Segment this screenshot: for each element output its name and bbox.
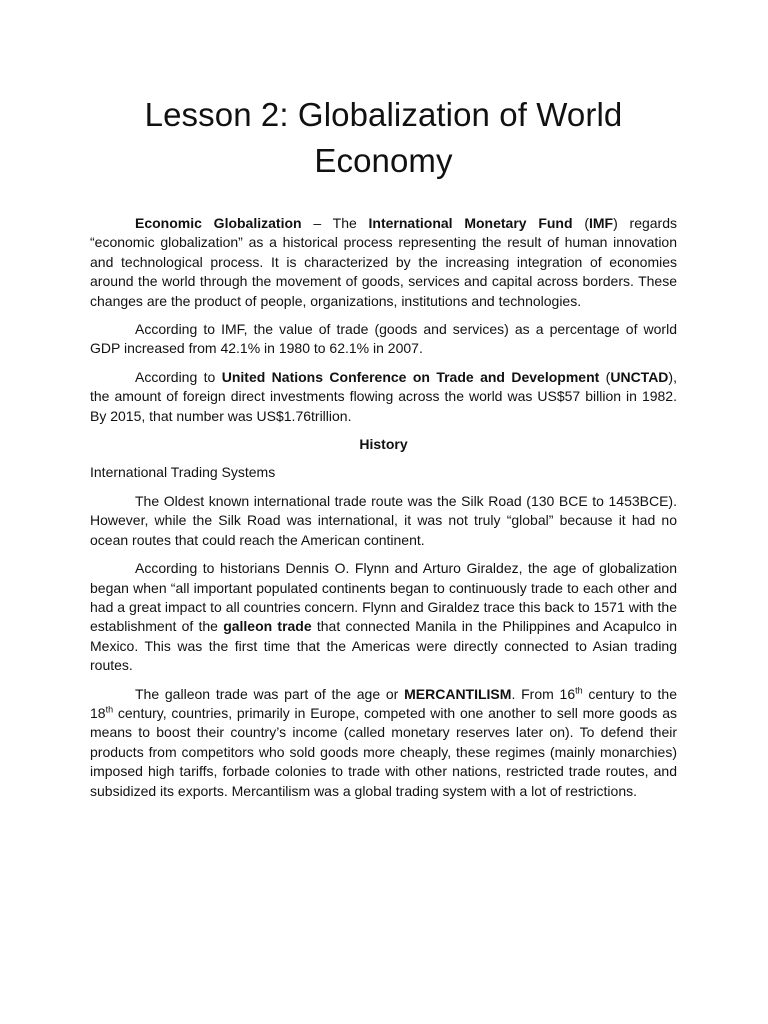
text-segment: that connected Manila in the Philippines and Acapulco in Mexico. This was the first time that the Americas were directly connected to Asian trading routes. [90,618,677,674]
text-segment: ) regards “economic globalization” as a historical process representing the result of human innovation and technological process. It is characterized by the increasing integration of economies around the world through the movement of goods, services and capital across borders. These changes are the product of people, organizations, institutions and technologies. [90,215,677,309]
lesson-title: Lesson 2: Globalization of World Economy [144,96,623,179]
text-segment: . From 16 [511,685,576,702]
text-segment: ( [572,215,589,231]
text-segment: According to [135,368,222,385]
term-economic-globalization: Economic Globalization [135,215,302,231]
text-segment: century to the 18 [90,685,677,721]
text-segment: century, countries, primarily in Europe, competed with one another to sell more goods as means to boost their country’s income (called monetary reserves later on). To defend their products from competitors who sold goods more cheaply, these regimes (mainly monarchies) imposed high tariffs, forbade colonies to trade with other nations, restricted trade routes, and subsidized its exports. Mercantilism was a global trading system with a lot of restrictions. [90,704,677,799]
text-segment: According to historians Dennis O. Flynn and Arturo Giraldez, the age of globalization began when “all important populated continents began to continuously trade to each other and had a great impact to all countries concern. Flynn and Giraldez trace this back to 1571 with the establishment of the [90,560,677,635]
paragraph-imf-trade: According to IMF, the value of trade (goods and services) as a percentage of world GDP increased from 42.1% in 1980 to 62.1% in 2007. [90,321,677,357]
document-page [90,92,677,810]
paragraph-galleon-trade [90,559,677,675]
text-segment: The galleon trade was part of the age or [135,685,405,702]
term-unctad-full: United Nations Conference on Trade and Development [221,368,600,385]
term-unctad: UNCTAD [610,368,669,385]
text-segment: – The [301,215,369,231]
paragraph-silk-road: The Oldest known international trade route was the Silk Road (130 BCE to 1453BCE). However, while the Silk Road was international, it was not truly “global” because it had no ocean routes that could reach the American continent. [90,492,677,548]
text-segment: ), the amount of foreign direct investments flowing across the world was US$57 billion in 1982. By 2015, that number was US$1.76trillion. [90,368,677,424]
history-heading-text: History [359,436,408,453]
superscript-th: th [575,684,583,695]
paragraph-mercantilism [90,685,677,801]
paragraph-unctad [90,368,677,426]
subheading-trading-systems: International Trading Systems [90,464,276,481]
superscript-th: th [105,704,114,715]
term-galleon-trade: galleon trade [223,618,312,635]
term-imf-full: International Monetary Fund [368,215,573,231]
term-mercantilism: MERCANTILISM [404,685,512,702]
section-heading-history [90,435,677,454]
paragraph-economic-globalization [90,214,677,311]
text-segment: ( [599,368,611,385]
term-imf: IMF [588,215,614,231]
